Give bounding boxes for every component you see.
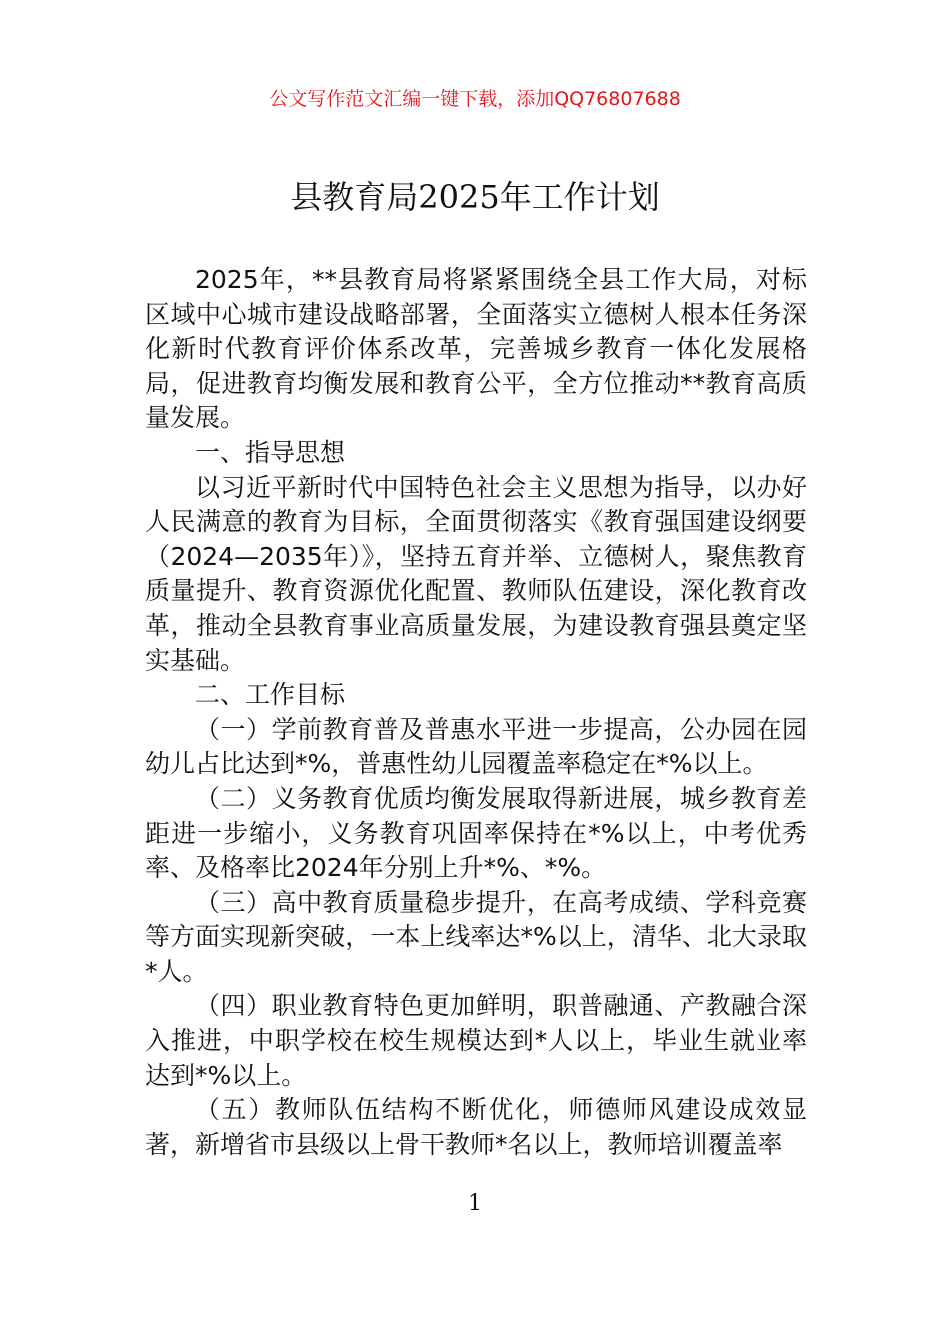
promo-header-note: 公文写作范文汇编一键下载，添加QQ76807688 bbox=[269, 88, 681, 110]
goal-highschool-paragraph: （三）高中教育质量稳步提升，在高考成绩、学科竞赛等方面实现新突破，一本上线率达*%以上，清华、北大录取*人。 bbox=[145, 887, 807, 986]
document-body bbox=[145, 263, 807, 1162]
goal-vocational-paragraph: （四）职业教育特色更加鲜明，职普融通、产教融合深入推进，中职学校在校生规模达到*人以上，毕业生就业率达到*%以上。 bbox=[145, 991, 807, 1090]
goal-teachers-paragraph: （五）教师队伍结构不断优化，师德师风建设成效显著，新增省市县级以上骨干教师*名以上，教师培训覆盖率 bbox=[145, 1095, 807, 1159]
section-heading-work-goals: 二、工作目标 bbox=[195, 680, 346, 710]
page-number: 1 bbox=[468, 1191, 482, 1216]
guiding-thought-paragraph: 以习近平新时代中国特色社会主义思想为指导，以办好人民满意的教育为目标，全面贯彻落实《教育强国建设纲要（2024—2035年）》，坚持五育并举、立德树人，聚焦教育质量提升、教育资源优化配置、教师队伍建设，深化教育改革，推动全县教育事业高质量发展，为建设教育强县奠定坚实基础。 bbox=[145, 472, 807, 675]
page-title: 县教育局2025年工作计划 bbox=[290, 178, 660, 216]
goal-compulsory-paragraph: （二）义务教育优质均衡发展取得新进展，城乡教育差距进一步缩小，义务教育巩固率保持在*%以上，中考优秀率、及格率比2024年分别上升*%、*%。 bbox=[145, 783, 807, 883]
section-heading-guiding-thought: 一、指导思想 bbox=[195, 437, 346, 467]
intro-paragraph: 2025年，**县教育局将紧紧围绕全县工作大局，对标区域中心城市建设战略部署，全面落实立德树人根本任务深化新时代教育评价体系改革，完善城乡教育一体化发展格局，促进教育均衡发展和教育公平，全方位推动**教育高质量发展。 bbox=[145, 265, 807, 433]
goal-preschool-paragraph: （一）学前教育普及普惠水平进一步提高，公办园在园幼儿占比达到*%，普惠性幼儿园覆盖率稳定在*%以上。 bbox=[145, 714, 807, 779]
